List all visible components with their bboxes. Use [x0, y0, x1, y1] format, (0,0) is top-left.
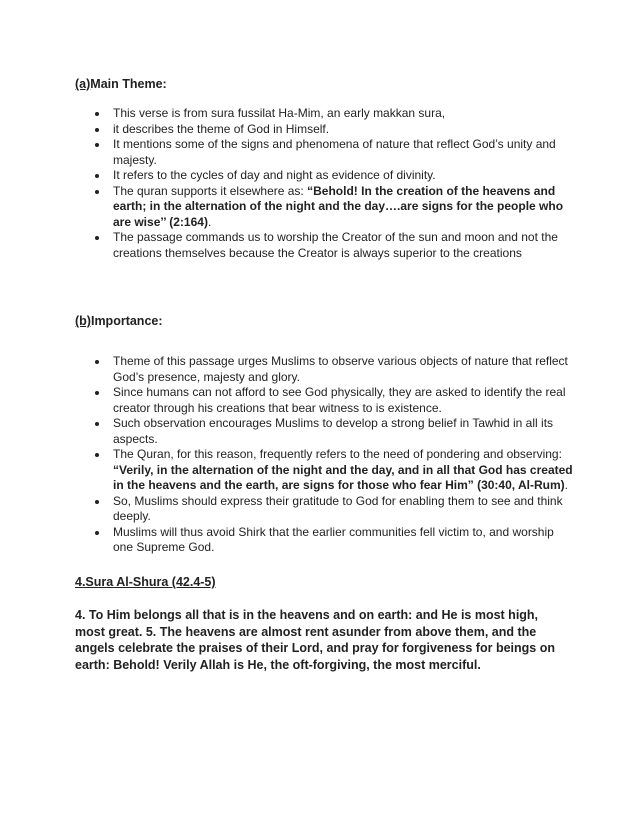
list-item: It refers to the cycles of day and night as evidence of divinity.	[95, 168, 575, 184]
section-b-heading	[75, 314, 163, 328]
list-item: Since humans can not afford to see God physically, they are asked to identify the real creator through his creations that bear witness to is existence.	[95, 385, 575, 416]
section-b-list	[95, 354, 575, 556]
section-a-label: (a)	[75, 77, 91, 91]
list-item: So, Muslims should express their gratitude to God for enabling them to see and think deeply.	[95, 494, 575, 525]
section-b-title: Importance:	[90, 314, 163, 328]
list-item: The passage commands us to worship the Creator of the sun and moon and not the creations themselves because the Creator is always superior to the creations	[95, 230, 575, 261]
list-item: Such observation encourages Muslims to develop a strong belief in Tawhid in all its aspects.	[95, 416, 575, 447]
list-item: The quran supports it elsewhere as: “Behold! In the creation of the heavens and earth; in the alternation of the night and the day….are signs for the people who are wise’’ (2:164).	[95, 184, 575, 231]
section-a-heading	[75, 77, 167, 91]
list-item: Theme of this passage urges Muslims to observe various objects of nature that reflect God’s presence, majesty and glory.	[95, 354, 575, 385]
section-b-label: (b)	[75, 314, 91, 328]
quran-quote: “Verily, in the alternation of the night and the day, and in all that God has created in the heavens and the earth, are signs for those who fear Him” (30:40, Al-Rum)	[113, 462, 573, 492]
section-a-list	[95, 106, 575, 261]
list-item: it describes the theme of God in Himself.	[95, 122, 575, 138]
list-item: The Quran, for this reason, frequently refers to the need of pondering and observing: “Verily, in the alternation of the night and the day, and in all that God has created in the heavens and the earth, are signs for those who fear Him” (30:40, Al-Rum).	[95, 447, 575, 494]
verse-text: 4. To Him belongs all that is in the heavens and on earth: and He is most high, most great. 5. The heavens are almost rent asunder from above them, and the angels celebrate the praises of their Lord, and pray for forgiveness for beings on earth: Behold! Verily Allah is He, the oft-forgiving, the most merciful.	[75, 608, 555, 672]
list-item: Muslims will thus avoid Shirk that the earlier communities fell victim to, and worship one Supreme God.	[95, 525, 575, 556]
list-item: This verse is from sura fussilat Ha-Mim, an early makkan sura,	[95, 106, 575, 122]
sura-heading: 4.Sura Al-Shura (42.4-5)	[75, 575, 216, 589]
list-item: It mentions some of the signs and phenomena of nature that reflect God’s unity and majesty.	[95, 137, 575, 168]
section-a-title: Main Theme:	[90, 77, 167, 91]
quran-quote: “Behold! In the creation of the heavens and earth; in the alternation of the night and the day….are signs for the people who are wise’’ (2:164)	[113, 183, 564, 229]
